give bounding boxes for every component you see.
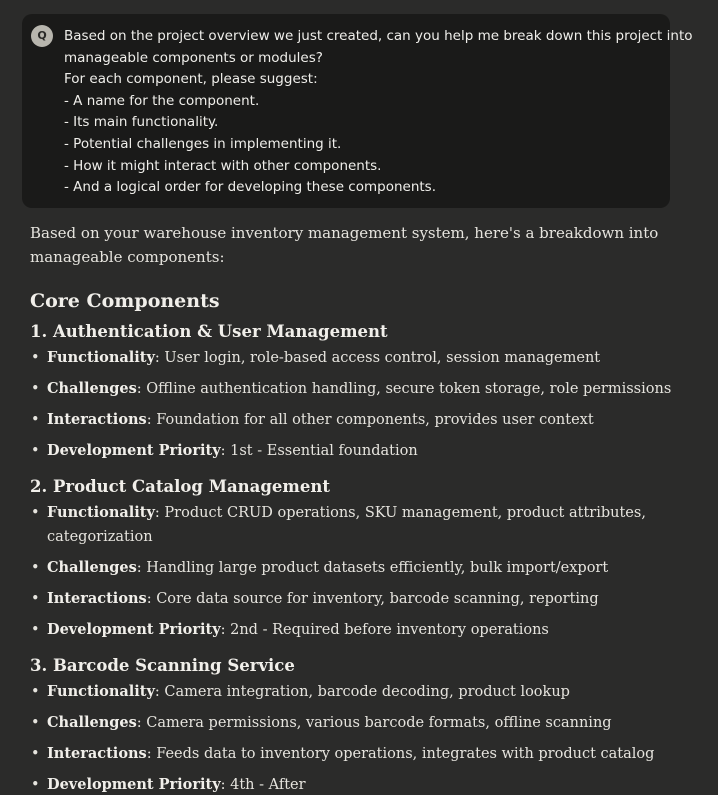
list-item [30, 618, 690, 642]
list-item [30, 439, 690, 463]
section-heading: Core Components [30, 290, 220, 312]
intro-line: manageable components: [30, 248, 225, 266]
response-intro [30, 221, 690, 269]
list-item [30, 346, 690, 370]
item-text: : Offline authentication handling, secure token storage, role permissions [136, 381, 672, 397]
item-label: Development Priority [47, 776, 221, 793]
item-label: Challenges [47, 714, 137, 731]
intro-line: Based on your warehouse inventory management system, here's a breakdown into [30, 224, 659, 242]
bullet-icon: • [31, 777, 40, 793]
item-label: Challenges [47, 380, 137, 397]
item-label: Development Priority [47, 442, 221, 459]
item-text: : Camera permissions, various barcode formats, offline scanning [136, 715, 612, 731]
component-heading: 1. Authentication & User Management [30, 322, 388, 341]
list-item [30, 501, 690, 549]
bullet-icon: • [31, 350, 40, 366]
bullet-icon: • [31, 560, 40, 576]
component-list [30, 346, 690, 463]
bullet-icon: • [31, 622, 40, 638]
component-list [30, 501, 690, 642]
item-text: : 4th - After [220, 777, 306, 793]
bullet-icon: • [31, 715, 40, 731]
question-line: - How it might interact with other components. [64, 157, 382, 174]
list-item [30, 377, 690, 401]
item-label: Challenges [47, 559, 137, 576]
list-item [30, 408, 690, 432]
question-line: - Its main functionality. [64, 114, 219, 131]
list-item [30, 680, 690, 704]
list-item [30, 711, 690, 735]
bullet-icon: • [31, 443, 40, 459]
item-label: Interactions [47, 411, 147, 428]
question-line: manageable components or modules? [64, 49, 323, 66]
item-label: Functionality [47, 683, 155, 700]
item-text: : User login, role-based access control, session management [154, 350, 601, 366]
question-line: - And a logical order for developing these components. [64, 179, 436, 196]
item-text: : Foundation for all other components, provides user context [146, 412, 594, 428]
question-line: - A name for the component. [64, 92, 260, 109]
question-line: Based on the project overview we just created, can you help me break down this project into [64, 28, 693, 44]
item-label: Development Priority [47, 621, 221, 638]
list-item [30, 556, 690, 580]
component-heading: 3. Barcode Scanning Service [30, 656, 295, 675]
list-item [30, 742, 690, 766]
item-label: Interactions [47, 745, 147, 762]
component-list [30, 680, 690, 795]
item-label: Functionality [47, 349, 155, 366]
item-text: : Camera integration, barcode decoding, product lookup [154, 684, 570, 700]
assistant-response [30, 221, 690, 795]
bullet-icon: • [31, 684, 40, 700]
bullet-icon: • [31, 381, 40, 397]
bullet-icon: • [31, 412, 40, 428]
list-item [30, 773, 690, 795]
item-text: : Product CRUD operations, SKU management, product attributes, [154, 505, 646, 521]
item-text: : 1st - Essential foundation [220, 443, 418, 459]
list-item [30, 587, 690, 611]
bullet-icon: • [31, 505, 40, 521]
item-label: Interactions [47, 590, 147, 607]
item-text: : Feeds data to inventory operations, integrates with product catalog [146, 746, 655, 762]
user-avatar: Q [31, 25, 53, 47]
item-text: : Handling large product datasets efficiently, bulk import/export [136, 560, 609, 576]
question-line: - Potential challenges in implementing it. [64, 135, 342, 152]
item-text: : 2nd - Required before inventory operations [220, 622, 549, 638]
component-heading: 2. Product Catalog Management [30, 477, 330, 496]
bullet-icon: • [31, 746, 40, 762]
item-text-continued: categorization [47, 529, 153, 545]
question-line: For each component, please suggest: [64, 71, 318, 88]
user-message-bubble [22, 14, 693, 208]
bullet-icon: • [31, 591, 40, 607]
item-label: Functionality [47, 504, 155, 521]
item-text: : Core data source for inventory, barcode scanning, reporting [146, 591, 599, 607]
